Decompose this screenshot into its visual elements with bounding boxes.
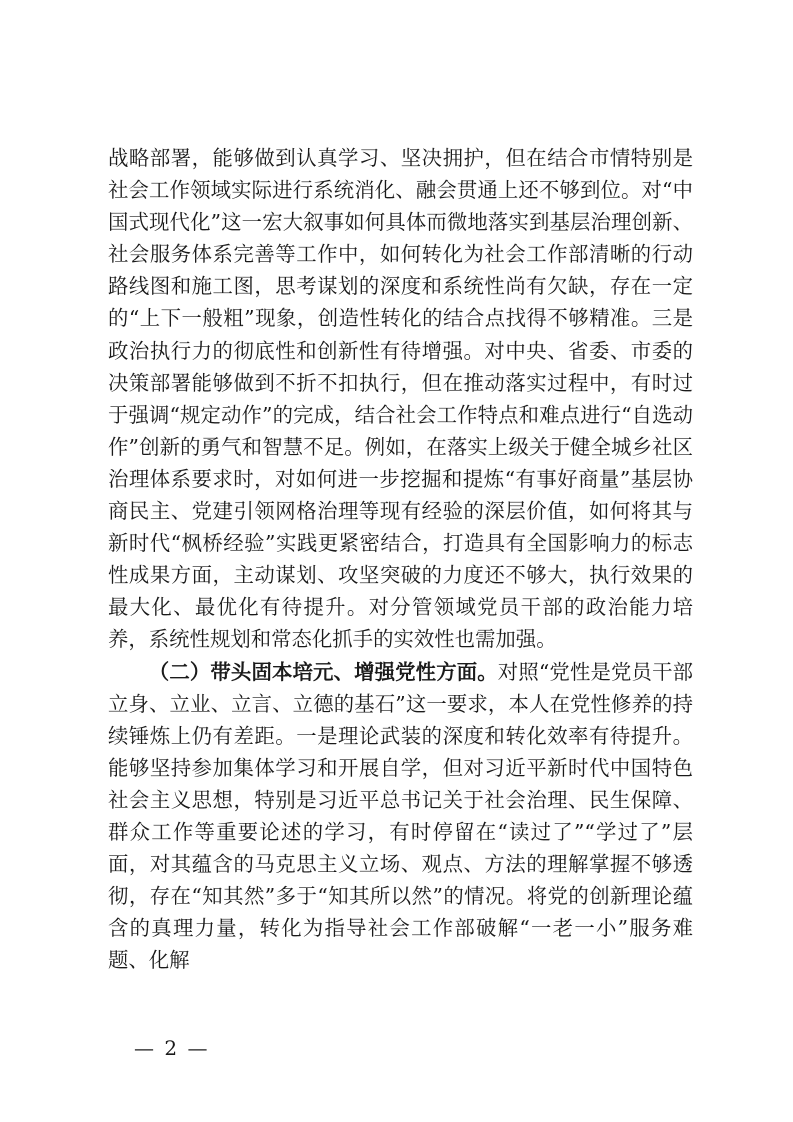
paragraph-text: 对照“党性是党员干部立身、立业、立言、立德的基石”这一要求，本人在党性修养的持续锤炼上仍有差距。一是理论武装的深度和转化效率有待提升。能够坚持参加集体学习和开展自学，但对习近平新时代中国特色社会主义思想，特别是习近平总书记关于社会治理、民生保障、群众工作等重要论述的学习，有时停留在“读过了”“学过了”层面，对其蕴含的马克思主义立场、观点、方法的理解掌握不够透彻，存在“知其然”多于“知其所以然”的情况。将党的创新理论蕴含的真理力量，转化为指导社会工作部破解“一老一小”服务难题、化解 xyxy=(108,659,693,973)
document-body xyxy=(108,142,693,976)
section-heading: （二）带头固本培元、增强党性方面。 xyxy=(148,659,498,684)
paragraph-continuation xyxy=(108,142,693,656)
page-number: — 2 — xyxy=(134,1036,210,1060)
paragraph-text: 战略部署，能够做到认真学习、坚决拥护，但在结合市情特别是社会工作领域实际进行系统消化、融会贯通上还不够到位。对“中国式现代化”这一宏大叙事如何具体而微地落实到基层治理创新、社会服务体系完善等工作中，如何转化为社会工作部清晰的行动路线图和施工图，思考谋划的深度和系统性尚有欠缺，存在一定的“上下一般粗”现象，创造性转化的结合点找得不够精准。三是政治执行力的彻底性和创新性有待增强。对中央、省委、市委的决策部署能够做到不折不扣执行，但在推动落实过程中，有时过于强调“规定动作”的完成，结合社会工作特点和难点进行“自选动作”创新的勇气和智慧不足。例如，在落实上级关于健全城乡社区治理体系要求时，对如何进一步挖掘和提炼“有事好商量”基层协商民主、党建引领网格治理等现有经验的深层价值，如何将其与新时代“枫桥经验”实践更紧密结合，打造具有全国影响力的标志性成果方面，主动谋划、攻坚突破的力度还不够大，执行效果的最大化、最优化有待提升。对分管领域党员干部的政治能力培养，系统性规划和常态化抓手的实效性也需加强。 xyxy=(108,146,693,652)
paragraph-section-two xyxy=(108,656,693,977)
